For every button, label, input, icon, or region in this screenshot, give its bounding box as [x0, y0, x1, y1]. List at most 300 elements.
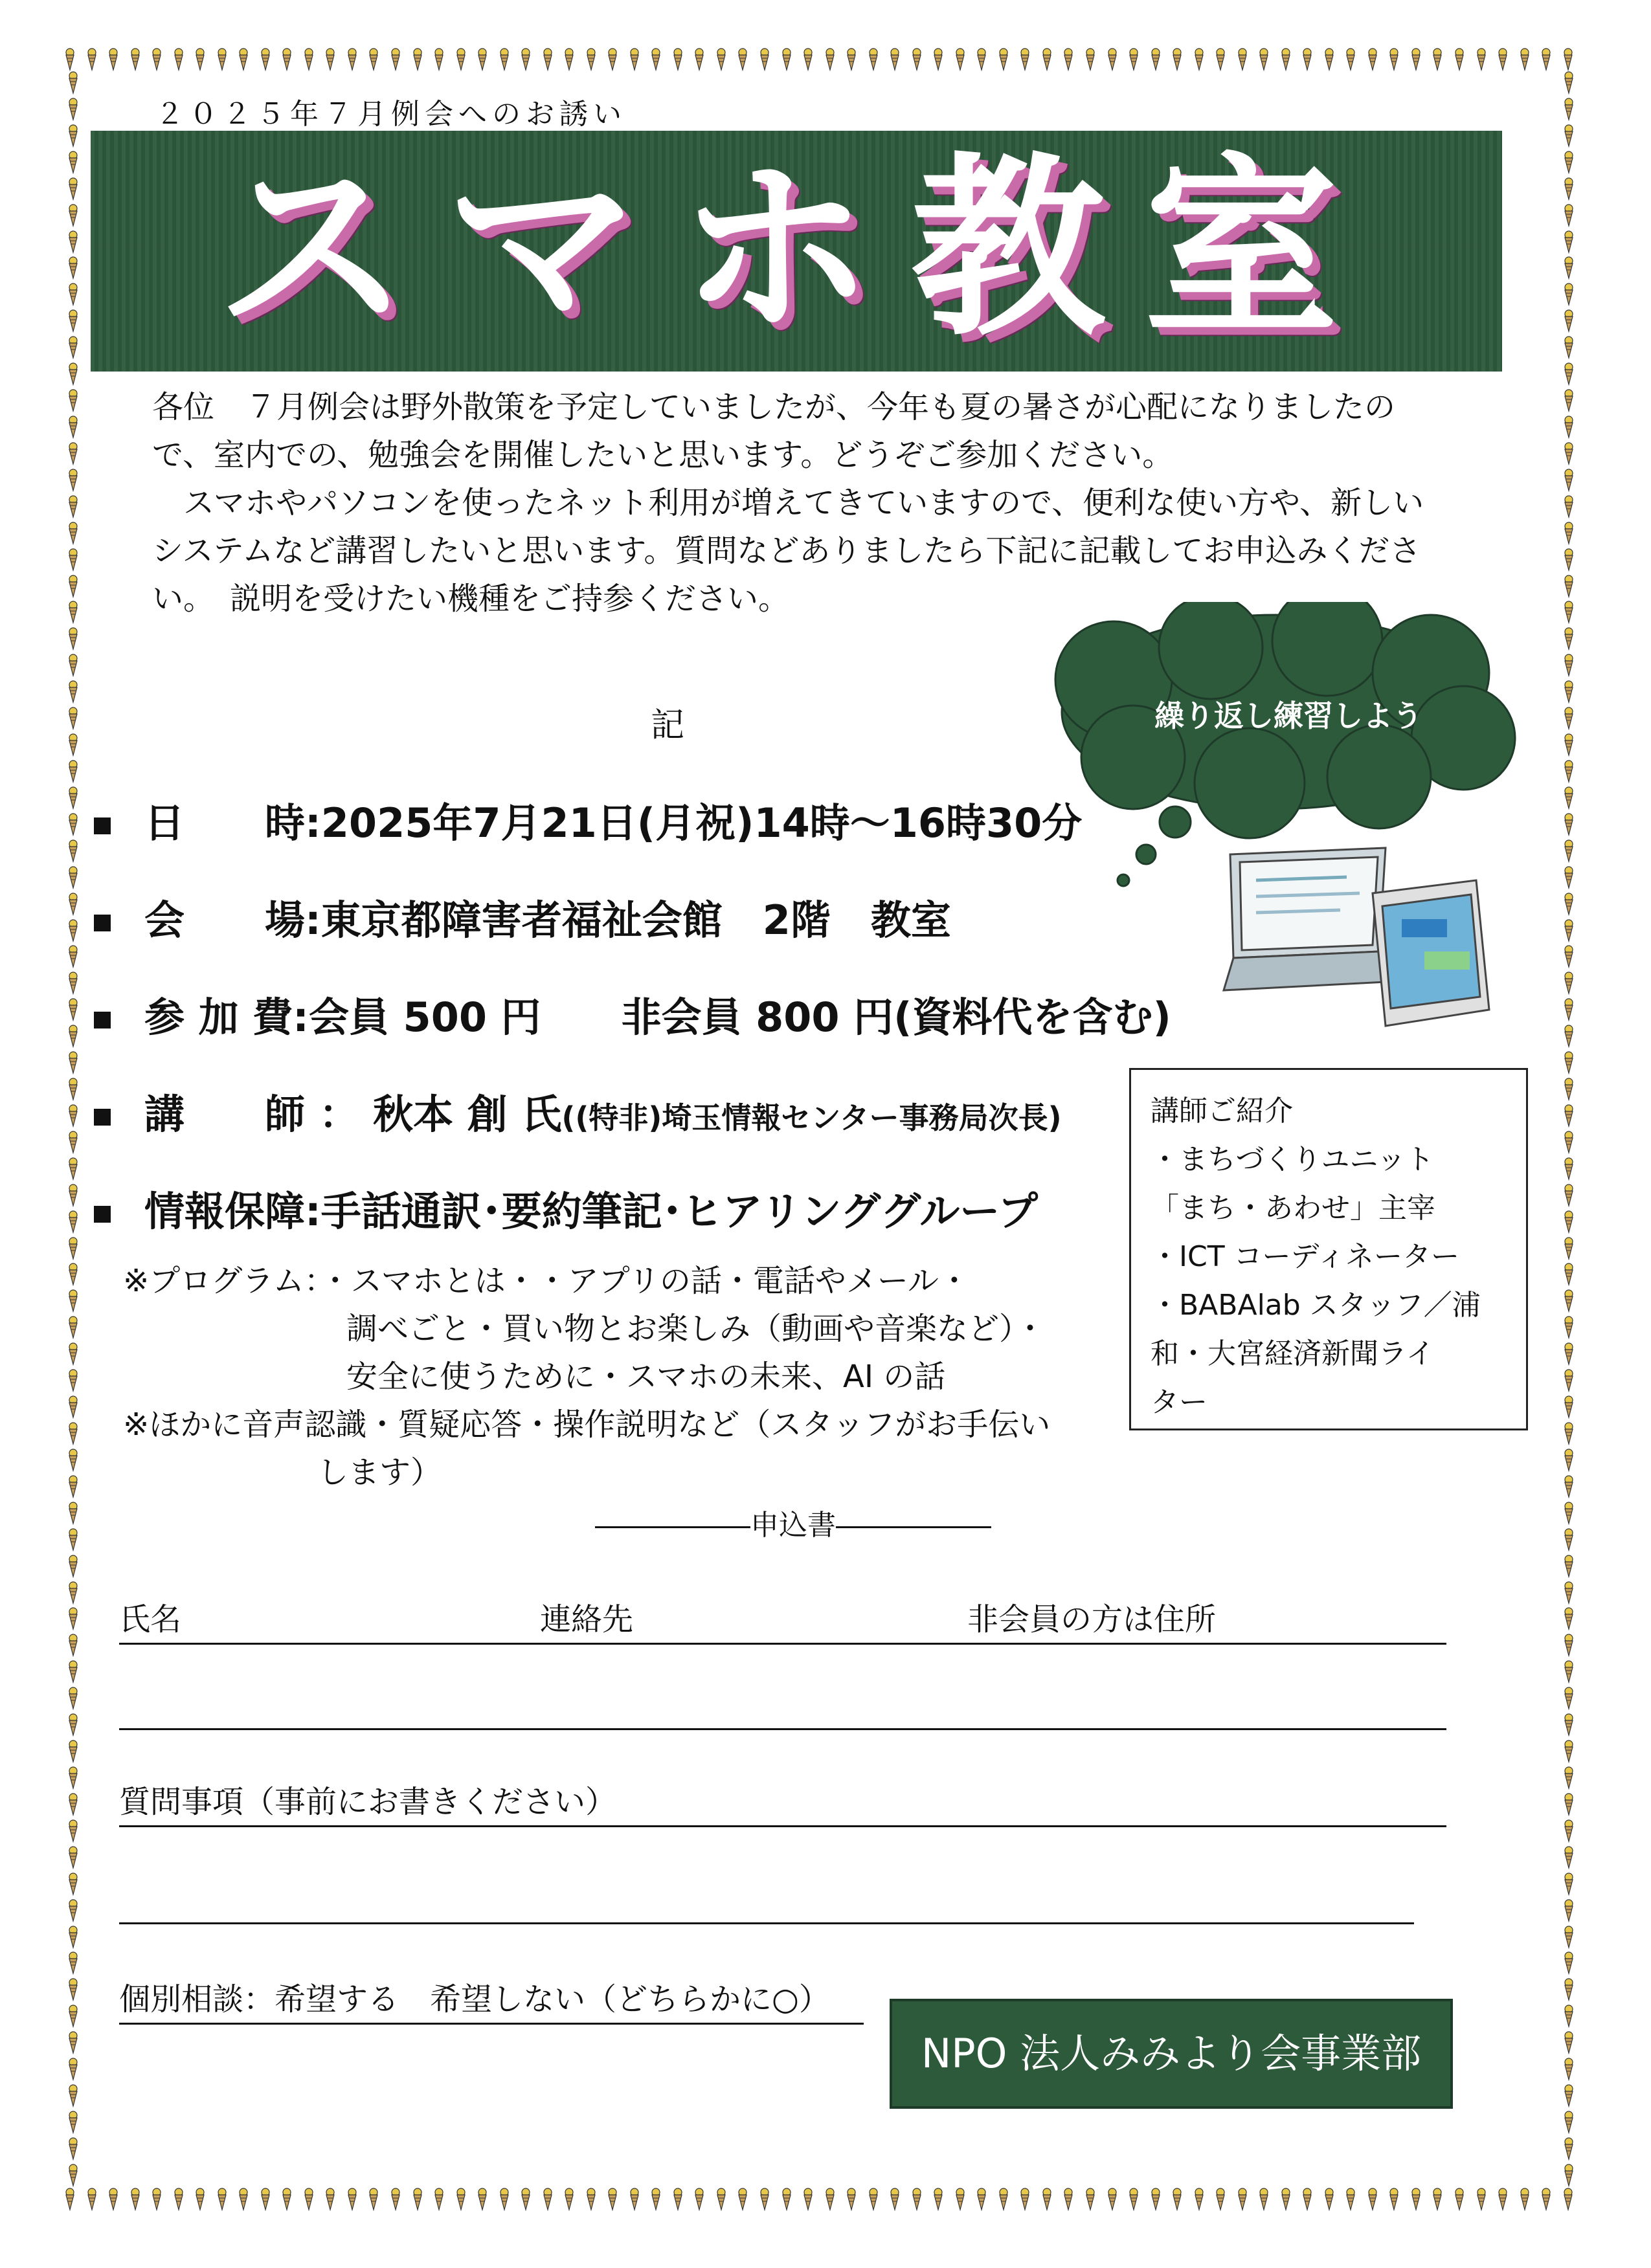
cone-icon: [1411, 48, 1421, 71]
cone-icon: [68, 786, 78, 810]
cone-icon: [1107, 48, 1118, 71]
form-row-name[interactable]: [119, 1597, 1446, 1645]
decorative-border-right: [1554, 71, 1584, 2188]
cone-icon: [1564, 1926, 1574, 1949]
cone-icon: [238, 2188, 249, 2211]
program-line: 調べごと・買い物とお楽しみ（動画や音楽など）・: [346, 1311, 1046, 1347]
cone-icon: [1564, 2005, 1574, 2028]
cone-icon: [68, 2005, 78, 2028]
cone-icon: [68, 2111, 78, 2134]
cone-icon: [217, 48, 227, 71]
lecturer-box-line: ター: [1151, 1386, 1207, 1419]
cone-icon: [1020, 2188, 1030, 2211]
cone-icon: [282, 2188, 292, 2211]
cone-icon: [238, 48, 249, 71]
cone-icon: [1564, 2058, 1574, 2081]
cone-icon: [68, 893, 78, 916]
cone-icon: [1564, 1157, 1574, 1181]
program-line: ※プログラム：・スマホとは・・アプリの話・電話やメール・: [123, 1263, 970, 1299]
cone-icon: [68, 1316, 78, 1339]
cone-icon: [68, 2137, 78, 2161]
cone-icon: [174, 2188, 184, 2211]
cone-icon: [68, 362, 78, 386]
cone-icon: [1367, 48, 1378, 71]
cone-icon: [68, 1104, 78, 1128]
cone-icon: [68, 98, 78, 121]
decorative-border-top: [65, 48, 1573, 78]
intro-label: ２０２５年７月例会へのお誘い: [155, 98, 627, 131]
cone-icon: [1129, 2188, 1139, 2211]
cone-icon: [1564, 1528, 1574, 1551]
cone-icon: [68, 601, 78, 624]
cone-icon: [68, 919, 78, 942]
cone-icon: [1564, 1607, 1574, 1630]
cone-icon: [1564, 469, 1574, 492]
cone-icon: [933, 48, 943, 71]
cone-icon: [1564, 1899, 1574, 1922]
cone-icon: [282, 48, 292, 71]
cone-icon: [1564, 1951, 1574, 1975]
cone-icon: [521, 2188, 531, 2211]
cone-icon: [629, 48, 640, 71]
cone-icon: [1564, 1846, 1574, 1869]
cone-icon: [68, 1873, 78, 1896]
cone-icon: [68, 1078, 78, 1101]
cone-icon: [955, 2188, 965, 2211]
cone-icon: [1194, 48, 1204, 71]
page-title: スマホ教室: [216, 136, 1377, 362]
cone-icon: [759, 2188, 770, 2211]
cone-icon: [368, 48, 379, 71]
square-bullet-icon: [94, 1206, 111, 1223]
cone-icon: [1454, 48, 1465, 71]
cone-icon: [130, 2188, 140, 2211]
cone-icon: [1564, 1104, 1574, 1128]
address-label: 非会員の方は住所: [967, 1601, 1217, 1638]
cone-icon: [87, 2188, 97, 2211]
cone-icon: [68, 1740, 78, 1763]
lecturer-affiliation: ((特非)埼玉情報センター事務局次長): [561, 1100, 1062, 1135]
square-bullet-icon: [94, 1109, 111, 1126]
cone-icon: [1215, 48, 1226, 71]
cone-icon: [68, 1342, 78, 1366]
cone-icon: [65, 48, 75, 71]
cone-icon: [68, 469, 78, 492]
program-line: 安全に使うために・スマホの未来、AI の話: [346, 1359, 946, 1395]
cone-icon: [1564, 1184, 1574, 1207]
cone-icon: [68, 1687, 78, 1710]
body-line: 各位 ７月例会は野外散策を予定していましたが、今年も夏の暑さが心配になりましたの: [152, 389, 1396, 425]
cone-icon: [68, 256, 78, 280]
cone-icon: [390, 2188, 401, 2211]
lecturer-box-line: ・BABAlab スタッフ／浦: [1151, 1289, 1481, 1322]
cone-icon: [1564, 601, 1574, 624]
cone-icon: [586, 48, 596, 71]
cone-icon: [68, 1449, 78, 1472]
cone-icon: [890, 48, 900, 71]
cone-icon: [68, 548, 78, 572]
cone-icon: [912, 2188, 922, 2211]
cone-icon: [1172, 2188, 1182, 2211]
form-row-question[interactable]: [119, 1780, 1446, 1827]
cone-icon: [1564, 1819, 1574, 1843]
cone-icon: [1564, 98, 1574, 121]
decorative-border-bottom: [65, 2188, 1573, 2218]
cone-icon: [1564, 151, 1574, 174]
cone-icon: [1564, 1369, 1574, 1392]
cone-icon: [87, 48, 97, 71]
cone-icon: [68, 575, 78, 598]
cone-icon: [68, 1502, 78, 1525]
divider: [836, 1526, 991, 1528]
item-date: [94, 791, 1082, 849]
cone-icon: [564, 2188, 574, 2211]
cone-icon: [1564, 1555, 1574, 1578]
lecturer-box-title: 講師ご紹介: [1151, 1095, 1293, 1128]
item-fee: [94, 985, 1171, 1043]
cone-icon: [1564, 362, 1574, 386]
cone-icon: [607, 48, 618, 71]
cone-icon: [1564, 733, 1574, 757]
cone-icon: [803, 2188, 813, 2211]
program-line: ※ほかに音声認識・質疑応答・操作説明など（スタッフがお手伝い: [123, 1406, 1051, 1443]
cone-icon: [434, 48, 444, 71]
cone-icon: [68, 1607, 78, 1630]
cone-icon: [1172, 48, 1182, 71]
cone-icon: [1411, 2188, 1421, 2211]
cone-icon: [1564, 945, 1574, 968]
cone-icon: [68, 707, 78, 730]
cone-icon: [998, 48, 1009, 71]
cone-icon: [759, 48, 770, 71]
cone-icon: [955, 48, 965, 71]
cone-icon: [1237, 48, 1248, 71]
cone-icon: [68, 998, 78, 1021]
cone-icon: [68, 1025, 78, 1048]
cone-icon: [1564, 1449, 1574, 1472]
cone-icon: [651, 48, 661, 71]
cone-icon: [1564, 866, 1574, 889]
cone-icon: [651, 2188, 661, 2211]
body-line: システムなど講習したいと思います。質問などありましたら下記に記載してお申込みくださ: [152, 533, 1421, 569]
cone-icon: [1564, 416, 1574, 439]
cone-icon: [1564, 1740, 1574, 1763]
cone-icon: [1564, 230, 1574, 254]
cone-icon: [68, 1899, 78, 1922]
cone-icon: [152, 2188, 162, 2211]
question-label: 質問事項（事前にお書きください）: [119, 1784, 617, 1820]
cone-icon: [564, 48, 574, 71]
cone-icon: [325, 48, 335, 71]
form-row-consult[interactable]: [119, 1977, 864, 2025]
cone-icon: [68, 945, 78, 968]
cone-icon: [1564, 1978, 1574, 2001]
cone-icon: [68, 1660, 78, 1684]
cone-icon: [68, 1289, 78, 1313]
cone-icon: [1389, 48, 1399, 71]
cone-icon: [68, 1555, 78, 1578]
cone-icon: [1564, 1660, 1574, 1684]
cone-icon: [325, 2188, 335, 2211]
cone-icon: [68, 1581, 78, 1605]
cone-icon: [68, 1157, 78, 1181]
cone-icon: [1564, 972, 1574, 995]
cone-icon: [1281, 2188, 1291, 2211]
cone-icon: [1498, 2188, 1508, 2211]
cone-icon: [68, 1766, 78, 1790]
cone-icon: [1564, 2084, 1574, 2107]
cone-icon: [68, 1819, 78, 1843]
cone-icon: [68, 522, 78, 545]
cone-icon: [1564, 177, 1574, 201]
cone-icon: [68, 1131, 78, 1154]
cone-icon: [412, 48, 423, 71]
item-support: [94, 1179, 1038, 1237]
cone-icon: [868, 48, 879, 71]
cone-icon: [825, 2188, 835, 2211]
cone-icon: [68, 495, 78, 518]
cone-icon: [912, 48, 922, 71]
cone-icon: [1564, 1210, 1574, 1234]
cone-icon: [933, 2188, 943, 2211]
cone-icon: [68, 204, 78, 227]
cone-icon: [1564, 1316, 1574, 1339]
cone-icon: [68, 1051, 78, 1074]
cone-icon: [68, 760, 78, 783]
cone-icon: [737, 2188, 748, 2211]
cone-icon: [68, 2031, 78, 2054]
cone-icon: [1389, 2188, 1399, 2211]
cone-icon: [629, 2188, 640, 2211]
cone-icon: [890, 2188, 900, 2211]
cone-icon: [1564, 760, 1574, 783]
cone-icon: [846, 2188, 857, 2211]
cone-icon: [846, 48, 857, 71]
item-venue: [94, 888, 951, 946]
cone-icon: [68, 177, 78, 201]
cone-icon: [499, 48, 510, 71]
cone-icon: [1564, 654, 1574, 677]
cone-icon: [673, 2188, 683, 2211]
cone-icon: [1563, 2188, 1573, 2211]
cone-icon: [1564, 1342, 1574, 1366]
cone-icon: [1564, 1766, 1574, 1790]
cone-icon: [1564, 1687, 1574, 1710]
lecturer-text: 講 師 ： 秋本 創 氏: [144, 1091, 562, 1138]
cone-icon: [1564, 1131, 1574, 1154]
cone-icon: [68, 442, 78, 465]
cone-icon: [1564, 1289, 1574, 1313]
cone-icon: [1259, 2188, 1269, 2211]
body-line: スマホやパソコンを使ったネット利用が増えてきていますので、便利な使い方や、新しい: [152, 485, 1424, 521]
cone-icon: [347, 48, 357, 71]
cone-icon: [1564, 124, 1574, 148]
cone-icon: [152, 48, 162, 71]
cone-icon: [68, 627, 78, 650]
support-text: 情報保障:手話通訳･要約筆記･ヒアリンググループ: [144, 1188, 1039, 1235]
cone-icon: [68, 1978, 78, 2001]
cone-icon: [1367, 2188, 1378, 2211]
cone-icon: [1454, 2188, 1465, 2211]
cone-icon: [68, 1926, 78, 1949]
cone-icon: [68, 1369, 78, 1392]
cone-icon: [68, 283, 78, 306]
cone-icon: [1564, 1634, 1574, 1657]
cone-icon: [1564, 71, 1574, 94]
lecturer-box-line: ・まちづくりユニット: [1151, 1143, 1434, 1176]
lecturer-box-line: 和・大宮経済新聞ライ: [1151, 1337, 1435, 1370]
cone-icon: [195, 48, 205, 71]
cone-icon: [68, 151, 78, 174]
fee-text: 参 加 費:会員 500 円 非会員 800 円(資料代を含む): [144, 994, 1171, 1041]
cone-icon: [1564, 2111, 1574, 2134]
laptop-phone-illustration-icon: [1217, 841, 1502, 1036]
cone-icon: [260, 2188, 271, 2211]
cone-icon: [521, 48, 531, 71]
cone-icon: [68, 813, 78, 836]
cone-icon: [1520, 48, 1530, 71]
cone-icon: [68, 336, 78, 359]
cone-icon: [68, 1951, 78, 1975]
cone-icon: [68, 972, 78, 995]
cone-icon: [1020, 48, 1030, 71]
cone-icon: [781, 2188, 792, 2211]
cone-icon: [1564, 2164, 1574, 2187]
cone-icon: [1281, 48, 1291, 71]
cone-icon: [1042, 2188, 1052, 2211]
cone-icon: [1564, 839, 1574, 863]
cone-icon: [607, 2188, 618, 2211]
cone-icon: [1345, 48, 1356, 71]
divider: [595, 1526, 750, 1528]
cone-icon: [543, 48, 553, 71]
cone-icon: [1564, 2031, 1574, 2054]
form-heading: [583, 1502, 1004, 1543]
cone-icon: [456, 2188, 466, 2211]
cone-icon: [1564, 548, 1574, 572]
cone-icon: [1498, 48, 1508, 71]
square-bullet-icon: [94, 817, 111, 834]
cone-icon: [1564, 1713, 1574, 1737]
cone-icon: [368, 2188, 379, 2211]
cone-icon: [1541, 48, 1551, 71]
cone-icon: [1541, 2188, 1551, 2211]
contact-label: 連絡先: [540, 1601, 634, 1638]
cone-icon: [217, 2188, 227, 2211]
cone-icon: [1564, 522, 1574, 545]
cone-icon: [68, 124, 78, 148]
cone-icon: [195, 2188, 205, 2211]
cone-icon: [1259, 48, 1269, 71]
cone-icon: [68, 1210, 78, 1234]
body-line: で、室内での、勉強会を開催したいと思います。どうぞご参加ください。: [152, 437, 1174, 473]
form-blank-line[interactable]: [119, 1877, 1414, 1924]
cone-icon: [716, 48, 726, 71]
form-blank-line[interactable]: [119, 1683, 1446, 1730]
cone-icon: [68, 71, 78, 94]
cone-icon: [1564, 336, 1574, 359]
body-line: い。 説明を受けたい機種をご持参ください。: [152, 581, 790, 617]
cone-icon: [1564, 1237, 1574, 1260]
cone-icon: [434, 2188, 444, 2211]
cone-icon: [499, 2188, 510, 2211]
cone-icon: [1520, 2188, 1530, 2211]
form-title: 申込書: [750, 1509, 836, 1542]
cone-icon: [1564, 442, 1574, 465]
cone-icon: [68, 1475, 78, 1498]
cone-icon: [1564, 680, 1574, 704]
cone-icon: [68, 1184, 78, 1207]
cone-icon: [976, 48, 987, 71]
cone-icon: [1476, 48, 1487, 71]
square-bullet-icon: [94, 915, 111, 931]
lecturer-box-line: ・ICT コーディネーター: [1151, 1240, 1460, 1273]
cone-icon: [1302, 2188, 1312, 2211]
cone-icon: [1564, 1502, 1574, 1525]
cone-icon: [1564, 786, 1574, 810]
cone-icon: [108, 48, 118, 71]
cone-icon: [68, 1634, 78, 1657]
cone-icon: [1564, 893, 1574, 916]
venue-text: 会 場:東京都障害者福祉会館 2階 教室: [144, 896, 951, 944]
cone-icon: [174, 48, 184, 71]
cone-icon: [716, 2188, 726, 2211]
cone-icon: [825, 48, 835, 71]
cone-icon: [68, 230, 78, 254]
cone-icon: [68, 2058, 78, 2081]
cone-icon: [1564, 1581, 1574, 1605]
title-banner: [91, 131, 1502, 372]
cone-icon: [1194, 2188, 1204, 2211]
cone-icon: [1564, 1873, 1574, 1896]
cone-icon: [1564, 707, 1574, 730]
cone-icon: [998, 2188, 1009, 2211]
cone-icon: [1085, 2188, 1095, 2211]
cone-icon: [1564, 1051, 1574, 1074]
cone-icon: [1345, 2188, 1356, 2211]
cloud-caption: 繰り返し練習しよう: [1154, 698, 1422, 733]
cone-icon: [1564, 813, 1574, 836]
cone-icon: [65, 2188, 75, 2211]
cone-icon: [673, 48, 683, 71]
cone-icon: [1564, 1475, 1574, 1498]
cone-icon: [68, 416, 78, 439]
cone-icon: [260, 48, 271, 71]
cone-icon: [68, 839, 78, 863]
cone-icon: [868, 2188, 879, 2211]
cone-icon: [68, 680, 78, 704]
cone-icon: [477, 48, 488, 71]
cone-icon: [1237, 2188, 1248, 2211]
cone-icon: [1042, 48, 1052, 71]
cone-icon: [1129, 48, 1139, 71]
cone-icon: [477, 2188, 488, 2211]
cone-icon: [130, 48, 140, 71]
lecturer-profile-box: [1129, 1068, 1528, 1430]
cone-icon: [68, 1422, 78, 1445]
cone-icon: [1085, 48, 1095, 71]
cone-icon: [68, 1846, 78, 1869]
cone-icon: [1324, 48, 1334, 71]
cone-icon: [1564, 1422, 1574, 1445]
cone-icon: [1564, 309, 1574, 333]
cone-icon: [543, 2188, 553, 2211]
square-bullet-icon: [94, 1012, 111, 1028]
cone-icon: [108, 2188, 118, 2211]
cone-icon: [68, 389, 78, 412]
cone-icon: [1063, 2188, 1073, 2211]
cone-icon: [1564, 1078, 1574, 1101]
